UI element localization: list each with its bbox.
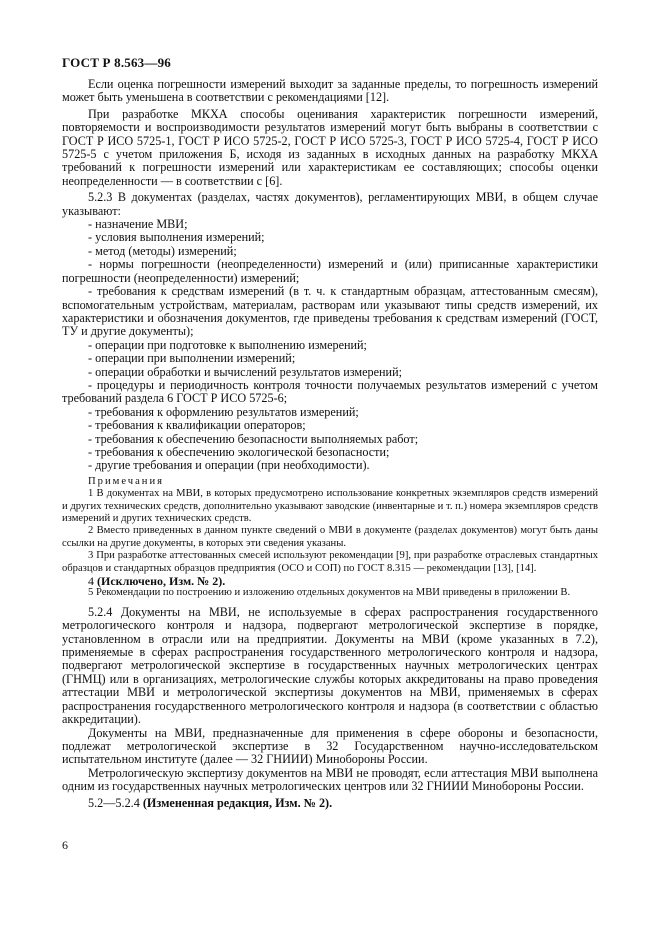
note-excluded: (Исключено, Изм. № 2). bbox=[97, 574, 226, 589]
note-item: 3 При разработке аттестованных смесей используют рекомендации [9], при разработке отраслевых стандартных образцов и стандартных образцов предприятия (ОСО и СОП) по ГОСТ 8.315 — рекомендации [13], [14]. bbox=[62, 550, 598, 574]
list-item: - требования к оформлению результатов измерений; bbox=[88, 404, 359, 419]
list-item: - назначение МВИ; bbox=[88, 217, 188, 232]
amendment-note bbox=[62, 797, 598, 810]
section-523-intro: 5.2.3 В документах (разделах, частях документов), регламентирующих МВИ, в общем случае указывают: bbox=[62, 190, 598, 218]
list-item: - операции обработки и вычислений результатов измерений; bbox=[88, 364, 402, 379]
note-number: 4 bbox=[88, 574, 94, 589]
amendment-text: (Измененная редакция, Изм. № 2). bbox=[142, 795, 333, 810]
note-item: 5 Рекомендации по построению и изложению отдельных документов на МВИ приведены в приложении В. bbox=[88, 587, 571, 599]
page-number: 6 bbox=[62, 838, 68, 852]
list-item: - метод (методы) измерений; bbox=[88, 243, 237, 258]
document-body bbox=[62, 78, 598, 810]
document-header: ГОСТ Р 8.563—96 bbox=[62, 55, 171, 70]
list-item: - операции при выполнении измерений; bbox=[88, 351, 296, 366]
list-item: - требования к обеспечению экологической безопасности; bbox=[88, 444, 390, 459]
note-item bbox=[62, 575, 598, 587]
list-item: - требования к квалификации операторов; bbox=[88, 418, 306, 433]
notes-title: Примечания bbox=[88, 475, 164, 487]
list-item: - процедуры и периодичность контроля точности получаемых результатов измерений с учетом требований раздела 6 ГОСТ Р ИСО 5725-6; bbox=[62, 377, 598, 406]
list-item: - условия выполнения измерений; bbox=[88, 230, 265, 245]
note-item: 2 Вместо приведенных в данном пункте сведений о МВИ в документе (разделах документов) могут быть даны ссылки на другие документы, в которых эти сведения указаны. bbox=[62, 525, 598, 549]
list-item: - требования к обеспечению безопасности выполняемых работ; bbox=[88, 431, 419, 446]
paragraph: Документы на МВИ, предназначенные для применения в сфере обороны и безопасности, подлежат метрологической экспертизе в 32 Государственном научно-исследовательском испытательном институте (далее — 32 ГНИИИ) Минобороны России. bbox=[62, 725, 598, 767]
paragraph: Если оценка погрешности измерений выходит за заданные пределы, то погрешность измерений может быть уменьшена в соответствии с рекомендациями [12]. bbox=[62, 77, 598, 105]
list-item: - операции при подготовке к выполнению измерений; bbox=[88, 337, 367, 352]
section-524: 5.2.4 Документы на МВИ, не используемые в сферах распространения государственного метрологического контроля и надзора, подвергают метрологической экспертизе в порядке, установленном в отрасли или на предприятии. Документы на МВИ (кроме указанных в 7.2), применяемые в сферах распространения государственного метрологического контроля и надзора, подвергают метрологической экспертизе в государственных научных метрологических центрах (ГНМЦ) или в организациях, метрологические службы которых аккредитованы на право проведения аттестации МВИ и метрологической экспертизы документов на МВИ, применяемых в сферах распространения государственного метрологического контроля и надзора (в соответствии с областью аккредитации). bbox=[62, 604, 598, 727]
list-item: - требования к средствам измерений (в т. ч. к стандартным образцам, аттестованным смесям), вспомогательным устройствам, материалам, растворам или указывают типы средств измерений, их характеристики и обозначения документов, где приведены требования к средствам измерений (ГОСТ, ТУ и другие документы); bbox=[62, 284, 598, 339]
paragraph: Метрологическую экспертизу документов на МВИ не проводят, если аттестация МВИ выполнена одним из государственных научных метрологических центров или 32 ГНИИИ Минобороны России. bbox=[62, 765, 598, 794]
amendment-range: 5.2—5.2.4 bbox=[88, 795, 140, 810]
notes-block bbox=[62, 476, 598, 600]
paragraph: При разработке МКХА способы оценивания характеристик погрешности измерений, повторяемости и воспроизводимости результатов измерений могут быть выбраны в соответствии с ГОСТ Р ИСО 5725-1, ГОСТ Р ИСО 5725-2, ГОСТ Р ИСО 5725-3, ГОСТ Р ИСО 5725-4, ГОСТ Р ИСО 5725-5 с учетом приложения Б, исходя из заданных в исходных данных на разработку МКХА требований к погрешности измерений или характеристикам ее составляющих; способы оценки неопределенности — в соответствии с [6]. bbox=[62, 106, 598, 188]
note-item: 1 В документах на МВИ, в которых предусмотрено использование конкретных экземпляров средств измерений и других технических средств, дополнительно указывают заводские (инвентарные и т. п.) номера экземпляров средств измерений и других технических средств. bbox=[62, 488, 598, 524]
list-item: - нормы погрешности (неопределенности) измерений и (или) приписанные характеристики погрешности (неопределенности) измерений; bbox=[62, 257, 598, 285]
list-item: - другие требования и операции (при необходимости). bbox=[88, 458, 370, 473]
